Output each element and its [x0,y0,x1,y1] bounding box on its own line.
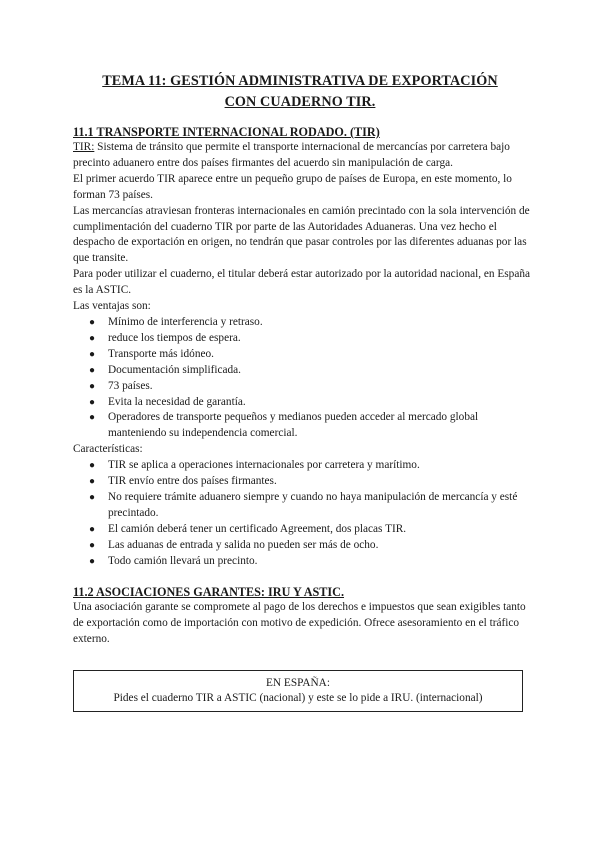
list-item: ● Operadores de transporte pequeños y medianos pueden acceder al mercado global manteniendo su independencia comercial. [89,411,479,440]
bullet-icon: ● [89,332,96,344]
bullet-icon: ● [89,396,96,408]
list-item: ● Documentación simplificada. [108,363,533,379]
bullet-icon: ● [89,364,96,376]
bullet-icon: ● [89,348,96,360]
section-heading-11-1: 11.1 TRANSPORTE INTERNACIONAL RODADO. (TIR) [73,125,380,139]
title-line-2: CON CUADERNO TIR. [224,94,376,110]
bullet-icon: ● [89,460,96,472]
paragraph-mercancias: Las mercancías atraviesan fronteras internacionales en camión precintado con la sola intervención de cumplimentación del cuaderno TIR por parte de las Autoridades Aduaneras. Una vez hecho el despacho de exportación en origen, no tendrán que pasar controles por las diferentes aduanas por las que transite. [73,204,530,265]
content-body [73,124,533,648]
list-item: ● Transporte más idóneo. [108,347,533,363]
bullet-icon: ● [89,412,96,424]
paragraph-autorizacion: Para poder utilizar el cuaderno, el titular deberá estar autorizado por la autoridad nacional, en España es la ASTIC. [73,268,531,297]
tir-definition [73,140,533,172]
note-box-title: EN ESPAÑA: [266,677,330,689]
bullet-icon: ● [89,476,96,488]
paragraph-acuerdo: El primer acuerdo TIR aparece entre un pequeño grupo de países de Europa, en este momento, lo forman 73 países. [73,172,512,201]
ventajas-list [73,315,533,442]
caracteristicas-label: Características: [73,443,143,456]
list-item: ● Mínimo de interferencia y retraso. [108,315,533,331]
list-item: ● No requiere trámite aduanero siempre y cuando no haya manipulación de mercancía y esté precintado. [89,490,518,519]
page-title [0,71,600,113]
list-item: ● 73 países. [108,379,533,395]
list-item: ● Todo camión llevará un precinto. [108,554,533,570]
bullet-icon: ● [89,555,96,567]
bullet-icon: ● [89,380,96,392]
list-item: ● reduce los tiempos de espera. [108,331,533,347]
tir-text: Sistema de tránsito que permite el transporte internacional de mercancías por carretera bajo precinto aduanero entre dos países firmantes del acuerdo sin manipulación de carga. [73,141,510,169]
note-box-text: Pides el cuaderno TIR a ASTIC (nacional) y este se lo pide a IRU. (internacional) [113,692,483,704]
tir-label: TIR: [73,141,95,153]
list-item: ● Evita la necesidad de garantía. [108,395,533,411]
caracteristicas-list [73,458,533,569]
bullet-icon: ● [89,491,96,503]
bullet-icon: ● [89,539,96,551]
list-item: ● El camión deberá tener un certificado Agreement, dos placas TIR. [108,522,533,538]
bullet-icon: ● [89,523,96,535]
ventajas-label: Las ventajas son: [73,300,151,313]
section-heading-11-2: 11.2 ASOCIACIONES GARANTES: IRU Y ASTIC. [73,585,345,600]
note-box [73,670,523,712]
paragraph-asociacion-garante: Una asociación garante se compromete al pago de los derechos e impuestos que sean exigibles tanto de exportación como de importación con motivo de expedición. Ofrece asesoramiento en el tráfico externo. [73,601,526,646]
list-item: ● TIR envío entre dos países firmantes. [108,474,533,490]
title-line-1: TEMA 11: GESTIÓN ADMINISTRATIVA DE EXPORTACIÓN [102,73,498,89]
list-item: ● TIR se aplica a operaciones internacionales por carretera y marítimo. [108,458,533,474]
list-item: ● Las aduanas de entrada y salida no pueden ser más de ocho. [108,538,533,554]
bullet-icon: ● [89,316,96,328]
